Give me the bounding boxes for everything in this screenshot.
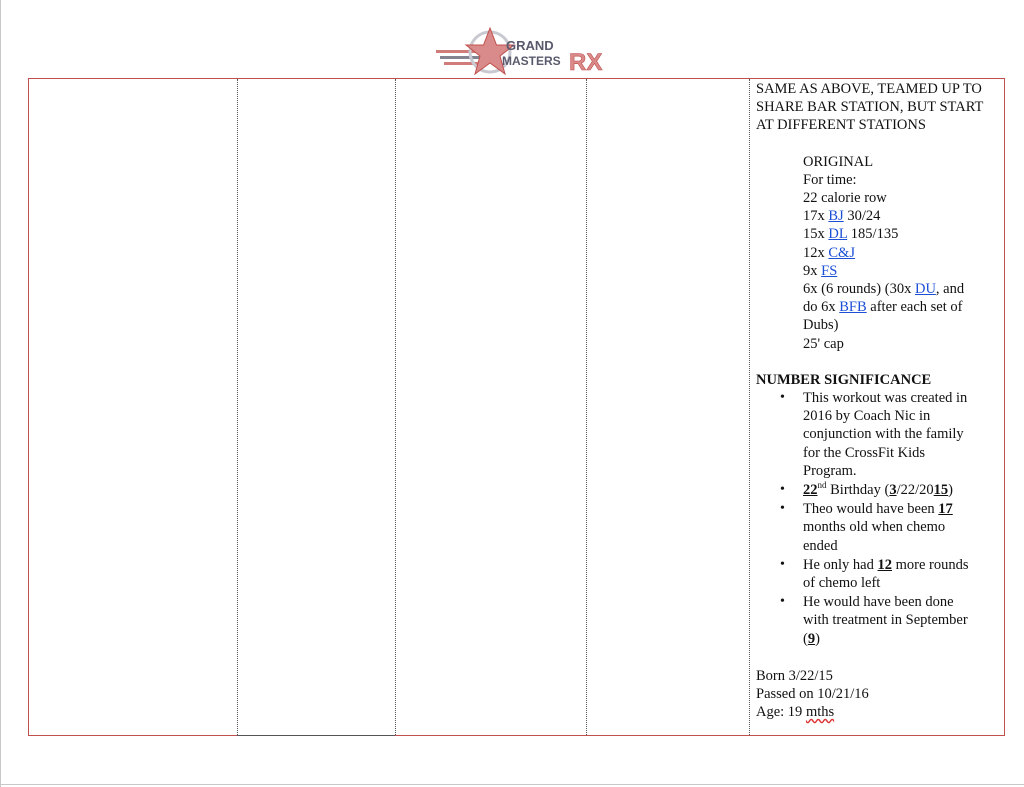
page-edge	[0, 784, 1024, 785]
six-rounds-line: Dubs)	[803, 317, 839, 334]
row-line: 22 calorie row	[803, 190, 887, 207]
bullet-text: )	[815, 630, 820, 647]
column-divider	[586, 79, 587, 735]
bj-line	[803, 207, 1001, 225]
intro-line: AT DIFFERENT STATIONS	[756, 117, 926, 134]
six-rounds-text: 6x (6 rounds) (30x	[803, 281, 915, 298]
dl-line	[803, 225, 1001, 243]
logo-masters-text: MASTERS	[502, 54, 561, 68]
bj-link[interactable]: BJ	[828, 208, 844, 225]
list-item	[756, 556, 1001, 592]
bullet-text: Program.	[803, 462, 857, 479]
page-edge	[0, 0, 1, 787]
bullet-text: (	[803, 630, 808, 647]
column-divider	[237, 79, 238, 735]
bullet-text: of chemo left	[803, 575, 881, 592]
rep-count: 17x	[803, 208, 829, 225]
significance-list	[756, 389, 1001, 648]
six-rounds-text: do 6x	[803, 299, 840, 316]
bullet-text: for the CrossFit Kids	[803, 444, 926, 461]
list-item	[756, 500, 1001, 555]
highlight-number: 12	[877, 556, 892, 573]
original-workout	[756, 153, 1001, 353]
bullet-text: This workout was created in	[803, 390, 968, 407]
grandmasters-rx-logo	[434, 26, 610, 80]
logo-grand-text: GRAND	[506, 38, 554, 53]
for-time-label: For time:	[803, 171, 857, 188]
logo-rx-text: RX	[569, 49, 603, 76]
fs-line	[803, 262, 1001, 280]
bfb-link[interactable]: BFB	[839, 299, 867, 316]
load-text: 30/24	[843, 208, 881, 225]
age-unit: mths	[805, 704, 835, 721]
bullet-text: 2016 by Coach Nic in	[803, 408, 931, 425]
du-link[interactable]: DU	[914, 281, 936, 298]
highlight-number: 17	[938, 501, 953, 518]
list-item	[756, 593, 1001, 648]
time-cap: 25' cap	[803, 335, 844, 352]
intro-line: SHARE BAR STATION, BUT START	[756, 99, 984, 116]
rep-count: 12x	[803, 244, 829, 261]
dl-link[interactable]: DL	[828, 226, 848, 243]
list-item	[756, 481, 1001, 499]
cj-line	[803, 244, 1001, 262]
cell-bottom-border	[237, 735, 395, 736]
significance-heading: NUMBER SIGNIFICANCE	[756, 371, 932, 388]
highlight-number: 3	[889, 482, 897, 499]
highlight-number: 9	[807, 630, 816, 647]
column-divider	[395, 79, 396, 735]
column-divider	[749, 79, 750, 735]
original-heading: ORIGINAL	[803, 153, 874, 170]
bullet-text: Theo would have been	[803, 501, 939, 518]
highlight-number: 15	[933, 482, 949, 499]
logo-graphic	[434, 26, 610, 80]
cj-link[interactable]: C&J	[828, 244, 855, 261]
rep-count: 9x	[803, 262, 822, 279]
age-text: Age: 19	[756, 704, 806, 721]
highlight-number: 22	[803, 482, 818, 499]
load-text: 185/135	[847, 226, 899, 243]
ordinal-suffix: nd	[817, 480, 827, 491]
passed-date: Passed on 10/21/16	[756, 686, 869, 703]
bullet-text: Birthday (	[826, 482, 890, 499]
rep-count: 15x	[803, 226, 829, 243]
six-rounds-text: , and	[935, 281, 965, 298]
bullet-text: conjunction with the family	[803, 426, 964, 443]
six-rounds-line	[803, 298, 1001, 316]
born-date: Born 3/22/15	[756, 667, 833, 684]
age-line	[756, 703, 1001, 721]
bullet-text: )	[948, 482, 953, 499]
bullet-text: ended	[803, 537, 838, 554]
bullet-text: with treatment in September	[803, 612, 968, 629]
six-rounds-line	[803, 280, 1001, 298]
bullet-text: more rounds	[892, 556, 969, 573]
workout-description-cell	[756, 80, 1001, 722]
six-rounds-text: after each set of	[866, 299, 963, 316]
bullet-text: /22/20	[896, 482, 934, 499]
bullet-text: He would have been done	[803, 594, 954, 611]
bullet-text: months old when chemo	[803, 519, 946, 536]
intro-line: SAME AS ABOVE, TEAMED UP TO	[756, 81, 982, 97]
list-item	[756, 389, 1001, 480]
fs-link[interactable]: FS	[821, 262, 838, 279]
bullet-text: He only had	[803, 556, 878, 573]
